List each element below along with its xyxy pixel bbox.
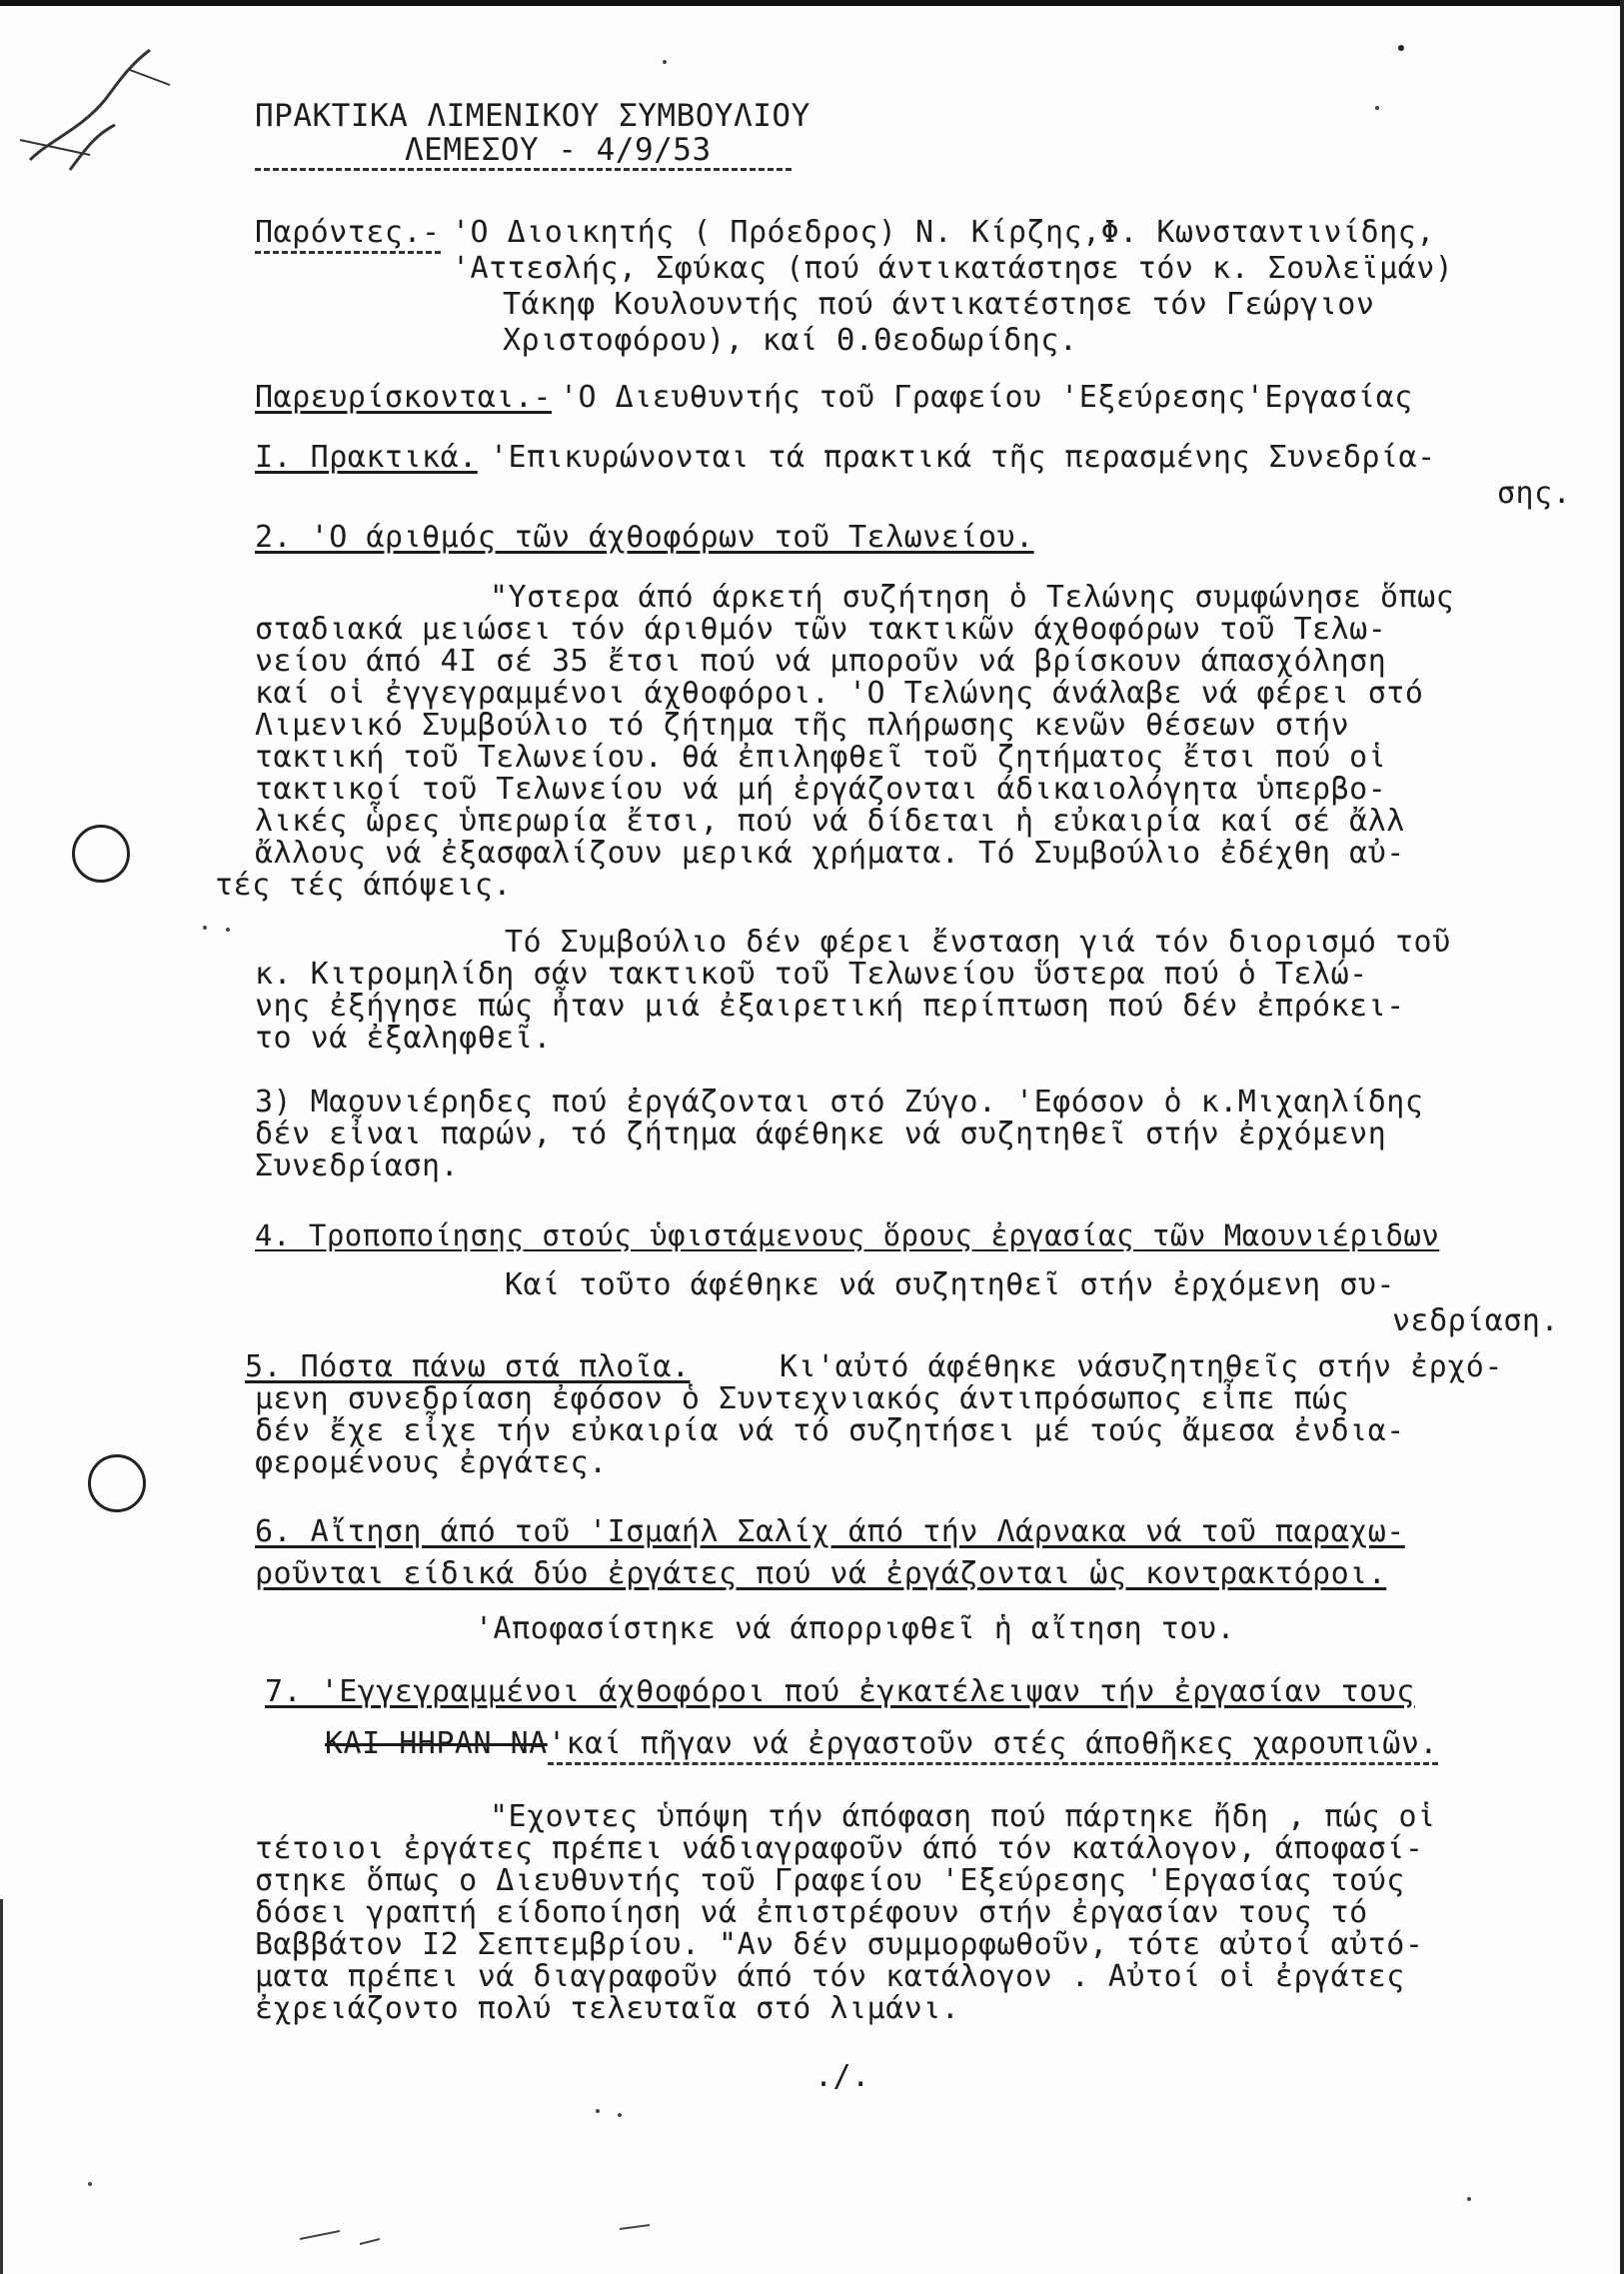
item2-para1-line-7: τακτικοί τοῦ Τελωνείου νά μή ἐργάζονται άδικαιολόγητα ὑπερβο- — [255, 772, 1387, 807]
item2-para1-line-3: νείου άπό 4Ι σέ 35 ἔτσι πού νά μποροῦν νά βρίσκουν άπασχόληση — [255, 644, 1387, 679]
item2-para1-line-10: τές τές άπόψεις. — [215, 868, 512, 903]
item3-line-1: 3) Μαουνιέρηδες πού ἐργάζονται στό Ζύγο. 'Εφόσον ὁ κ.Μιχαηλίδης — [255, 1085, 1424, 1120]
item2-para1-line-2: σταδιακά μειώσει τόν άριθμόν τῶν τακτικῶν άχθοφόρων τοῦ Τελω- — [255, 612, 1387, 647]
present-line-3: Τάκηφ Κουλουντής πού άντικατέστησε τόν Γεώργιον — [503, 287, 1375, 322]
item2-title: 2. 'Ο άριθμός τῶν άχθοφόρων τοῦ Τελωνείου. — [255, 520, 1034, 555]
item2-para2-line-2: κ. Κιτρομηλίδη σάν τακτικοῦ τοῦ Τελωνείου ὕστερα πού ὁ Τελώ- — [255, 957, 1368, 992]
item5-line-1: Κι'αὐτό άφέθηκε νάσυζητηθεῖς στήν ἐρχό- — [780, 1349, 1503, 1384]
item7-para-line-3: στηκε ὅπως ο Διευθυντής τοῦ Γραφείου 'Εξεύρεσης 'Εργασίας τούς — [255, 1863, 1405, 1898]
item4-line-2: νεδρίαση. — [1392, 1303, 1560, 1338]
item5-title: 5. Πόστα πάνω στά πλοῖα. — [245, 1349, 691, 1384]
item7-para-line-7: ἐχρειάζοντο πολύ τελευταῖα στό λιμάνι. — [255, 1991, 960, 2026]
item7-title-line-2: ΚΑΙ-ΗΗΡΑΝ-ΝΑ — [325, 1726, 548, 1761]
present-line-2: 'Αττεσλής, Σφύκας (πού άντικατάστησε τόν κ. Σουλεϊμάν) — [452, 251, 1454, 286]
item7-para-line-1: "Εχοντες ὑπόψη τήν άπόφαση πού πάρτηκε ἤδη , πώς οἱ — [490, 1799, 1436, 1834]
item2-para2-line-3: νης ἐξήγησε πώς ἦταν μιά ἐξαιρετική περίπτωση πού δέν ἐπρόκει- — [255, 989, 1405, 1024]
item7-title-line-1: 7. 'Εγγεγραμμένοι άχθοφόροι πού ἐγκατέλειψαν τήν ἐργασίαν τους — [265, 1674, 1415, 1709]
title-line-2: ΛΕΜΕΣΟΥ - 4/9/53 — [255, 132, 792, 171]
also-present-label: Παρευρίσκονται.- — [255, 380, 552, 415]
item5-line-2: μενη συνεδρίαση ἐφόσον ὁ Συντεχνιακός άντιπρόσωπος εἶπε πώς — [255, 1381, 1350, 1416]
item2-para1-line-9: ἄλλους νά ἐξασφαλίζουν μερικά χρήματα. Τό Συμβούλιο ἐδέχθη αὐ- — [255, 836, 1405, 871]
item2-para1-line-8: λικές ὧρες ὑπερωρία ἔτσι, πού νά δίδεται ἡ εὐκαιρία καί σέ ἄλλ — [255, 804, 1405, 839]
present-line-4: Χριστοφόρου), καί Θ.Θεοδωρίδης. — [503, 323, 1078, 358]
item2-para1-line-4: καί οἱ ἐγγεγραμμένοι άχθοφόροι. 'Ο Τελώνης άνάλαβε νά φέρει στό — [255, 676, 1424, 711]
item7-para-line-4: δόσει γραπτή είδοποίηση νά ἐπιστρέφουν στήν ἐργασίαν τους τό — [255, 1895, 1368, 1930]
title-line-1: ΠΡΑΚΤΙΚΑ ΛΙΜΕΝΙΚΟΥ ΣΥΜΒΟΥΛΙΟΥ — [255, 98, 811, 134]
item7-para-line-2: τέτοιοι ἐργάτες πρέπει νάδιαγραφοῦν άπό τόν κατάλογον, άποφασί- — [255, 1831, 1424, 1866]
item3-line-2: δέν εἶναι παρών, τό ζήτημα άφέθηκε νά συζητηθεῖ στήν ἐρχόμενη — [255, 1117, 1387, 1151]
item2-para1-line-5: Λιμενικό Συμβούλιο τό ζήτημα τῆς πλήρωσης κενῶν θέσεων στήν — [255, 708, 1350, 743]
item6-title-line-2: ροῦνται είδικά δύο ἐργάτες πού νά ἐργάζονται ὡς κοντρακτόροι. — [255, 1556, 1387, 1591]
page-continue-mark: ./. — [814, 2059, 870, 2094]
item1-cont: σης. — [1497, 476, 1572, 511]
item7-para-line-6: ματα πρέπει νά διαγραφοῦν άπό τόν κατάλογον . Αὐτοί οἱ ἐργάτες — [255, 1959, 1405, 1994]
item1-text: 'Επικυρώνονται τά πρακτικά τῆς περασμένης Συνεδρία- — [490, 440, 1436, 475]
item2-para1-line-6: τακτική τοῦ Τελωνείου. θά ἐπιληφθεῖ τοῦ ζητήματος ἔτσι πού οἱ — [255, 740, 1387, 775]
item2-para1-line-1: "Υστερα άπό άρκετή συζήτηση ὁ Τελώνης συμφώνησε ὅπως — [490, 580, 1455, 615]
item2-para2-line-4: το νά ἐξαληφθεῖ. — [255, 1021, 552, 1056]
item7-title-cont: 'καί πῆγαν νά ἐργαστοῦν στές άποθῆκες χαρουπιῶν. — [548, 1726, 1438, 1765]
item2-para2-line-1: Τό Συμβούλιο δέν φέρει ἔνσταση γιά τόν διορισμό τοῦ — [505, 925, 1451, 960]
item1-label: Ι. Πρακτικά. — [255, 440, 478, 475]
item7-para-line-5: Βαββάτον Ι2 Σεπτεμβρίου. "Αν δέν συμμορφωθοῦν, τότε αὐτοί αὐτό- — [255, 1927, 1424, 1962]
item4-line-1: Καί τοῦτο άφέθηκε νά συζητηθεῖ στήν ἐρχόμενη συ- — [505, 1267, 1395, 1302]
item3-line-3: Συνεδρίαση. — [255, 1148, 460, 1183]
item6-title-line-1: 6. Αἴτηση άπό τοῦ 'Ισμαήλ Σαλίχ άπό τήν Λάρνακα νά τοῦ παραχω- — [255, 1514, 1405, 1549]
present-label: Παρόντες.- — [255, 215, 441, 254]
item6-text: 'Αποφασίστηκε νά άπορριφθεῖ ἡ αἴτηση του. — [475, 1611, 1236, 1646]
item5-line-3: δέν ἔχε εἶχε τήν εὐκαιρία νά τό συζητήσει μέ τούς ἄμεσα ἐνδια- — [255, 1413, 1405, 1448]
present-line-1: 'Ο Διοικητής ( Πρόεδρος) Ν. Κίρζης,Φ. Κωνσταντινίδης, — [452, 215, 1435, 250]
item5-line-4: φερομένους ἐργάτες. — [255, 1445, 608, 1480]
also-present-text: 'Ο Διευθυντής τοῦ Γραφείου 'Εξεύρεσης'Εργασίας — [560, 380, 1413, 415]
item4-title: 4. Τροποποίησης στούς ὑφιστάμενους ὅρους ἐργασίας τῶν Μαουνιέριδων — [255, 1218, 1440, 1252]
